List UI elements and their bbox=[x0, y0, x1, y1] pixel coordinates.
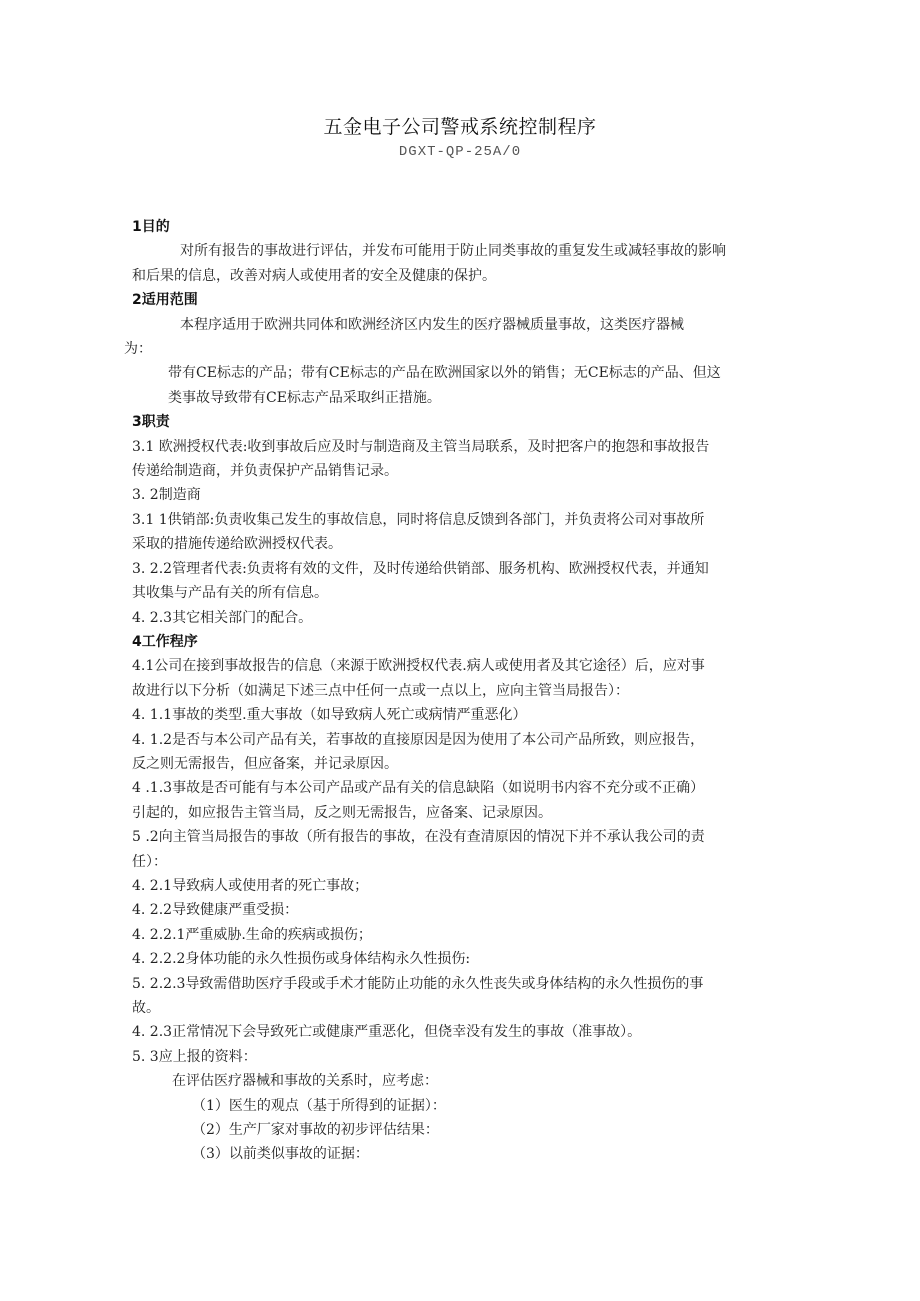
paragraph-line: 3. 2.2管理者代表:负责将有效的文件，及时传递给供销部、服务机构、欧洲授权代表，并通知 bbox=[132, 560, 709, 577]
paragraph-line: 本程序适用于欧洲共同体和欧洲经济区内发生的医疗器械质量事故，这类医疗器械 bbox=[180, 316, 684, 333]
document-body bbox=[124, 215, 790, 1167]
paragraph-line: 4. 2.2导致健康严重受损： bbox=[132, 902, 299, 919]
paragraph-line: 4. 2.3正常情况下会导致死亡或健康严重恶化，但侥幸没有发生的事故（准事故）。 bbox=[132, 1024, 642, 1041]
paragraph-line: 4. 1.2是否与本公司产品有关，若事故的直接原因是因为使用了本公司产品所致，则应报告， bbox=[132, 731, 705, 748]
paragraph-line: 其收集与产品有关的所有信息。 bbox=[132, 585, 328, 602]
paragraph-line: 5. 2.2.3导致需借助医疗手段或手术才能防止功能的永久性丧失或身体结构的永久性损伤的事 bbox=[132, 975, 704, 992]
section-heading-procedure: 4工作程序 bbox=[132, 633, 198, 650]
paragraph-line: 3.1 欧洲授权代表:收到事故后应及时与制造商及主管当局联系，及时把客户的抱怨和事故报告 bbox=[132, 438, 710, 455]
paragraph-line: 故进行以下分析（如满足下述三点中任何一点或一点以上，应向主管当局报告）： bbox=[132, 682, 629, 699]
section-heading-responsibilities: 3职责 bbox=[132, 414, 170, 431]
paragraph-line: 4. 2.1导致病人或使用者的死亡事故； bbox=[132, 877, 369, 894]
paragraph-line: 在评估医疗器械和事故的关系时，应考虑： bbox=[172, 1073, 438, 1090]
paragraph-line: 引起的，如应报告主管当局，反之则无需报告，应备案、记录原因。 bbox=[132, 804, 552, 821]
paragraph-line: 4. 1.1事故的类型.重大事故（如导致病人死亡或病情严重恶化） bbox=[132, 707, 527, 724]
paragraph-line: 5. 3应上报的资料： bbox=[132, 1048, 257, 1065]
paragraph-line: 5 .2向主管当局报告的事故（所有报告的事故，在没有查清原因的情况下并不承认我公司的责 bbox=[132, 829, 705, 846]
paragraph-line: 采取的措施传递给欧洲授权代表。 bbox=[132, 536, 342, 553]
paragraph-line: 4. 2.2.2身体功能的永久性损伤或身体结构永久性损伤: bbox=[132, 951, 471, 968]
paragraph-line: 为： bbox=[124, 341, 152, 358]
list-item: （2）生产厂家对事故的初步评估结果： bbox=[192, 1122, 439, 1139]
paragraph-line: 对所有报告的事故进行评估，并发布可能用于防止同类事故的重复发生或减轻事故的影响 bbox=[180, 243, 726, 260]
paragraph-line: 4 .1.3事故是否可能有与本公司产品或产品有关的信息缺陷（如说明书内容不充分或不正确） bbox=[132, 780, 705, 797]
list-item: （1）医生的观点（基于所得到的证据）： bbox=[192, 1097, 446, 1114]
paragraph-line: 任）： bbox=[132, 853, 167, 870]
paragraph-line: 故。 bbox=[132, 1000, 160, 1016]
paragraph-line: 3. 2制造商 bbox=[132, 487, 201, 504]
paragraph-line: 4. 2.3其它相关部门的配合。 bbox=[132, 609, 313, 626]
paragraph-line: 4.1公司在接到事故报告的信息（来源于欧洲授权代表.病人或使用者及其它途径）后，应对事 bbox=[132, 658, 705, 675]
paragraph-line: 反之则无需报告，但应备案，并记录原因。 bbox=[132, 755, 398, 772]
paragraph-line: 3.1 1供销部:负责收集己发生的事故信息，同时将信息反馈到各部门，并负责将公司对事故所 bbox=[132, 511, 705, 528]
paragraph-line: 和后果的信息，改善对病人或使用者的安全及健康的保护。 bbox=[132, 267, 496, 284]
list-item: （3）以前类似事故的证据： bbox=[192, 1146, 369, 1163]
paragraph-line: 4. 2.2.1严重威胁.生命的疾病或损伤； bbox=[132, 926, 372, 943]
document-code: DGXT-QP-25A/0 bbox=[398, 144, 522, 160]
document-title: 五金电子公司警戒系统控制程序 bbox=[323, 116, 597, 138]
section-heading-purpose: 1目的 bbox=[132, 219, 170, 235]
paragraph-line: 传递给制造商，并负责保护产品销售记录。 bbox=[132, 463, 398, 480]
section-heading-scope: 2适用范围 bbox=[132, 292, 198, 309]
paragraph-line: 带有CE标志的产品；带有CE标志的产品在欧洲国家以外的销售；无CE标志的产品、但这 bbox=[168, 365, 721, 382]
paragraph-line: 类事故导致带有CE标志产品采取纠正措施。 bbox=[168, 389, 441, 406]
